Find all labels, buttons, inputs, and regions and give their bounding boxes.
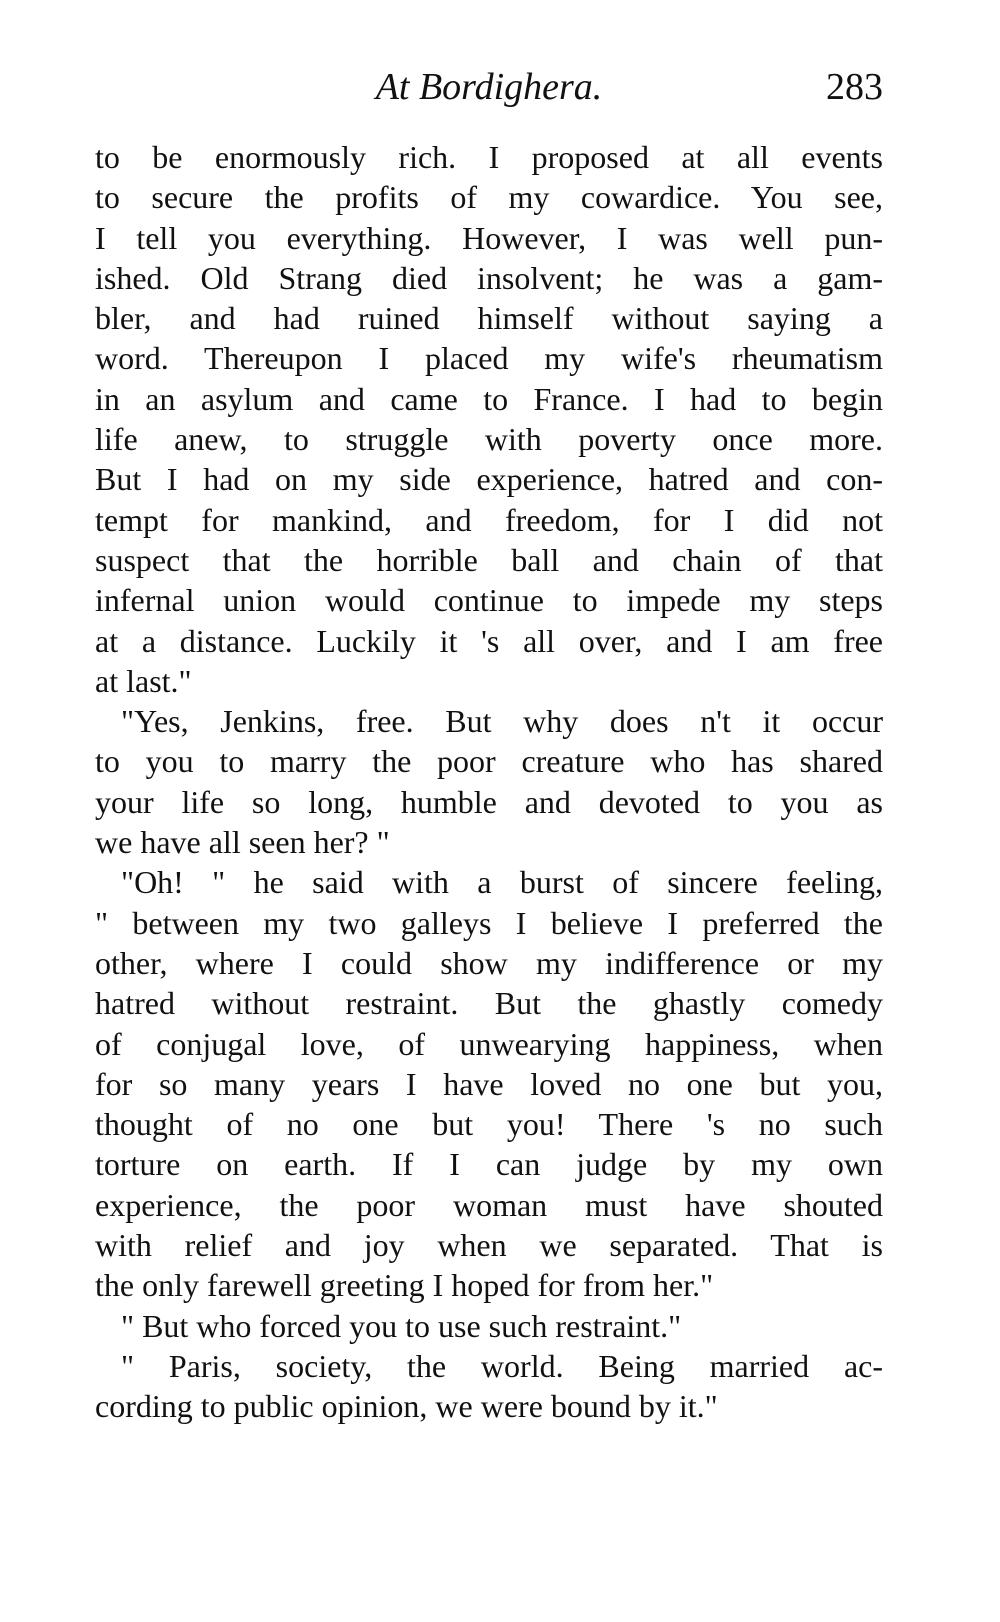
text-line: for so many years I have loved no one but you, <box>95 1065 883 1102</box>
text-line: we have all seen her? " <box>95 824 390 861</box>
text-line: tempt for mankind, and freedom, for I did not <box>95 501 883 538</box>
text-line: thought of no one but you! There 's no such <box>95 1106 883 1143</box>
text-line: suspect that the horrible ball and chain of that <box>95 541 883 578</box>
text-line: the only farewell greeting I hoped for from her." <box>95 1267 714 1304</box>
text-line: " Paris, society, the world. Being married ac- <box>121 1347 883 1384</box>
text-line: infernal union would continue to impede my steps <box>95 582 883 619</box>
text-line: hatred without restraint. But the ghastly comedy <box>95 985 883 1022</box>
text-line: word. Thereupon I placed my wife's rheumatism <box>95 340 883 377</box>
page-number: 283 <box>826 66 883 108</box>
text-line: cording to public opinion, we were bound by it." <box>95 1388 718 1425</box>
text-line: at a distance. Luckily it 's all over, and I am free <box>95 622 883 659</box>
running-title: At Bordighera. <box>375 66 603 108</box>
running-head <box>95 62 883 112</box>
text-line: to be enormously rich. I proposed at all events <box>95 139 883 175</box>
text-line: bler, and had ruined himself without saying a <box>95 300 883 337</box>
text-line: "Yes, Jenkins, free. But why does n't it occur <box>121 703 883 740</box>
text-line: torture on earth. If I can judge by my own <box>95 1146 883 1183</box>
text-line: in an asylum and came to France. I had to begin <box>95 380 883 417</box>
text-line: of conjugal love, of unwearying happiness, when <box>95 1025 883 1062</box>
text-line: at last." <box>95 662 192 699</box>
text-line: experience, the poor woman must have shouted <box>95 1186 883 1223</box>
text-line: other, where I could show my indifference or my <box>95 944 883 981</box>
text-line: to you to marry the poor creature who has shared <box>95 743 883 780</box>
text-line: I tell you everything. However, I was well pun- <box>95 219 883 256</box>
text-line: to secure the profits of my cowardice. You see, <box>95 179 883 216</box>
text-line: " But who forced you to use such restraint." <box>121 1307 682 1344</box>
text-line: your life so long, humble and devoted to you as <box>95 783 883 820</box>
text-line: life anew, to struggle with poverty once more. <box>95 421 883 458</box>
text-line: " between my two galleys I believe I preferred the <box>95 904 883 941</box>
text-line: "Oh! " he said with a burst of sincere feeling, <box>121 864 883 901</box>
body-text <box>95 137 883 1427</box>
text-line: ished. Old Strang died insolvent; he was a gam- <box>95 259 883 296</box>
text-line: But I had on my side experience, hatred and con- <box>95 461 883 498</box>
text-line: with relief and joy when we separated. That is <box>95 1227 883 1264</box>
